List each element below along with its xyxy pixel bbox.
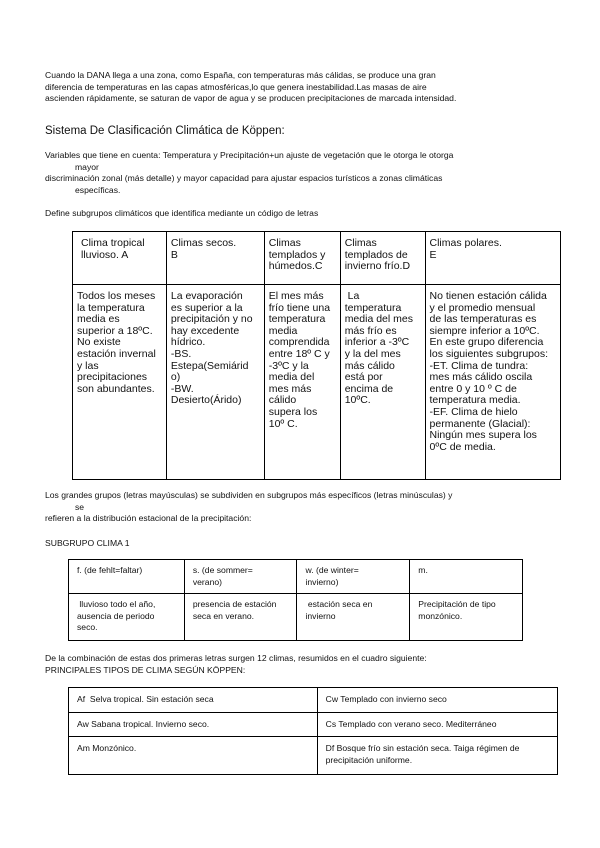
subgroup-header-s [184, 560, 297, 594]
type-cell-df [317, 737, 557, 775]
cell-line: Am Monzónico. [77, 743, 137, 753]
cell-line: supera los [268, 405, 318, 418]
cell-line: inferior a -3ºC [344, 336, 410, 349]
cell-line: frío tiene una [268, 301, 331, 314]
cell-line: 0ºC de media. [429, 440, 496, 453]
header-line: templados de [344, 248, 408, 261]
climate-types-table [68, 687, 558, 775]
body-cell-cold [340, 285, 425, 480]
intro-line: Cuando la DANA llega a una zona, como España, con temperaturas más cálidas, se produce una gran [45, 70, 436, 80]
subgroup-title: SUBGRUPO CLIMA 1 [45, 538, 130, 548]
cell-line: temperatura [268, 313, 326, 326]
cell-line: Cw Templado con invierno seco [325, 694, 447, 704]
cell-line: s. (de sommer= [192, 565, 253, 575]
cell-line: de las temperaturas es [429, 313, 537, 326]
cell-line: encima de [344, 382, 394, 395]
subgroup-header-m [410, 560, 523, 594]
type-cell-cs [317, 712, 557, 737]
header-cell-dry [166, 232, 264, 285]
subgroup-cell-f [69, 594, 185, 641]
cell-line: hay excedente [170, 324, 240, 337]
variables-line: Variables que tiene en cuenta: Temperatura y Precipitación+un ajuste de vegetación que le otorga le otorga [45, 150, 454, 160]
types-row [69, 688, 558, 713]
subgroup-header-w [297, 560, 410, 594]
header-line: Climas [344, 237, 377, 249]
cell-line: siempre inferior a 10ºC. [429, 324, 540, 337]
combination-paragraph [45, 653, 585, 676]
cell-line: entre 18º C y [268, 347, 330, 360]
cell-line: invierno) [305, 576, 339, 587]
cell-line: precipitación y no [170, 313, 253, 326]
cell-line: -EF. Clima de hielo [429, 405, 518, 418]
header-line: E [429, 248, 437, 261]
cell-line: mes más [268, 382, 312, 395]
header-line: Clima tropical [81, 237, 145, 249]
cell-line: m. [418, 565, 428, 575]
cell-line: verano) [192, 576, 222, 587]
cell-line: hídrico. [170, 336, 206, 349]
variables-paragraph [45, 150, 585, 196]
header-line: Climas [268, 237, 301, 249]
body-cell-dry [166, 285, 264, 480]
cell-line: precipitación uniforme. [325, 754, 413, 765]
body-cell-tropical [73, 285, 167, 480]
cell-line: y la del mes [344, 347, 401, 360]
define-line: Define subgrupos climáticos que identifica mediante un código de letras [45, 208, 319, 218]
variables-line: discriminación zonal (más detalle) y mayor capacidad para ajustar espacios turísticos a zonas climáticas [45, 173, 443, 183]
cell-line: mes más cálido oscila [429, 371, 533, 384]
cell-line: Ningún mes supera los [429, 429, 537, 442]
cell-line: En este grupo diferencia [429, 336, 544, 349]
climate-classification-table [72, 231, 561, 480]
cell-line: media [268, 324, 298, 337]
groups-line: Los grandes grupos (letras mayúsculas) se subdividen en subgrupos más específicos (letras minúsculas) y [45, 490, 453, 500]
type-cell-aw [69, 712, 318, 737]
cell-line: ausencia de periodo [77, 610, 155, 621]
subgroup-cell-s [184, 594, 297, 641]
types-row [69, 737, 558, 775]
groups-paragraph [45, 490, 585, 525]
cell-line: La evaporación [170, 290, 243, 302]
cell-line: Precipitación de tipo [418, 599, 496, 609]
cell-line: está por [344, 371, 383, 384]
body-cell-temperate [264, 285, 340, 480]
cell-line: media del [268, 371, 315, 384]
cell-line: Af Selva tropical. Sin estación seca [77, 694, 214, 704]
climate-table-header-row [73, 232, 561, 285]
groups-line: se [75, 501, 85, 512]
header-line: invierno frío.D [344, 260, 411, 273]
cell-line: y el promedio mensual [429, 301, 536, 314]
cell-line: Cs Templado con verano seco. Mediterráneo [325, 718, 497, 729]
cell-line: superior a 18ºC. [77, 324, 153, 337]
subgroup-body-row [69, 594, 523, 641]
type-cell-am [69, 737, 318, 775]
subgroup-cell-m [410, 594, 523, 641]
cell-line: precipitaciones [77, 371, 148, 384]
cell-line: temperatura [344, 301, 402, 314]
header-line: lluvioso. A [81, 248, 129, 261]
groups-line: refieren a la distribución estacional de la precipitación: [45, 513, 252, 523]
types-row [69, 712, 558, 737]
cell-line: permanente (Glacial): [429, 417, 531, 430]
cell-line: media del mes [344, 313, 413, 326]
combination-line: De la combinación de estas dos primeras letras surgen 12 climas, resumidos en el cuadro siguiente: [45, 653, 427, 663]
subgroup-cell-w [297, 594, 410, 641]
cell-line: más frío es [344, 324, 397, 337]
cell-line: y las [77, 359, 99, 372]
cell-line: lluvioso todo el año, [77, 599, 156, 609]
cell-line: -3ºC y la [268, 359, 309, 372]
subgroup-table [68, 559, 523, 641]
header-cell-tropical [73, 232, 167, 285]
subgroup-header-f [69, 560, 185, 594]
cell-line: 10º C. [268, 417, 298, 430]
cell-line: Desierto(Árido) [170, 394, 242, 407]
intro-line: diferencia de temperaturas en las capas atmosféricas,lo que genera inestabilidad.Las masas de aire [45, 81, 427, 92]
subgroup-header-row [69, 560, 523, 594]
cell-line: 10ºC. [344, 394, 371, 407]
header-line: húmedos.C [268, 260, 323, 273]
header-cell-polar [425, 232, 560, 285]
cell-line: monzónico. [418, 610, 463, 621]
cell-line: La [344, 290, 360, 302]
cell-line: Estepa(Semiárid [170, 359, 249, 372]
variables-line: mayor [75, 161, 99, 172]
cell-line: estación invernal [77, 347, 156, 360]
cell-line: o) [170, 371, 181, 384]
header-line: Climas polares. [429, 237, 502, 249]
intro-line: ascienden rápidamente, se saturan de vapor de agua y se producen precipitaciones de marcada intensidad. [45, 93, 457, 103]
cell-line: El mes más [268, 290, 324, 302]
variables-line: específicas. [75, 184, 121, 195]
cell-line: más cálido [344, 359, 395, 372]
cell-line: son abundantes. [77, 382, 155, 395]
cell-line: Df Bosque frío sin estación seca. Taiga régimen de [325, 743, 520, 753]
section-title: Sistema De Clasificación Climática de Köppen: [45, 125, 285, 137]
cell-line: Todos los meses [77, 290, 156, 302]
cell-line: presencia de estación [192, 599, 277, 609]
cell-line: Aw Sabana tropical. Invierno seco. [77, 718, 210, 729]
cell-line: seca en verano. [192, 610, 255, 621]
cell-line: media es [77, 313, 120, 326]
cell-line: invierno [305, 610, 336, 621]
cell-line: f. (de fehlt=faltar) [77, 565, 143, 575]
header-line: B [170, 248, 178, 261]
cell-line: entre 0 y 10 º C de [429, 382, 517, 395]
header-line: Climas secos. [170, 237, 237, 249]
header-line: templados y [268, 248, 326, 261]
cell-line: la temperatura [77, 301, 145, 314]
cell-line: temperatura media. [429, 394, 521, 407]
type-cell-af [69, 688, 318, 713]
intro-paragraph [45, 70, 585, 105]
cell-line: comprendida [268, 336, 330, 349]
main-types-title: PRINCIPALES TIPOS DE CLIMA SEGÚN KÖPPEN: [45, 664, 246, 675]
body-cell-polar [425, 285, 560, 480]
type-cell-cw [317, 688, 557, 713]
cell-line: -BS. [170, 347, 192, 360]
cell-line: es superior a la [170, 301, 243, 314]
cell-line: No existe [77, 336, 121, 349]
cell-line: seco. [77, 622, 98, 632]
header-cell-temperate [264, 232, 340, 285]
cell-line: cálido [268, 394, 297, 407]
cell-line: estación seca en [305, 599, 373, 609]
cell-line: -ET. Clima de tundra: [429, 359, 529, 372]
cell-line: -BW. [170, 382, 194, 395]
cell-line: w. (de winter= [305, 565, 359, 575]
cell-line: No tienen estación cálida [429, 290, 547, 302]
climate-table-body-row [73, 285, 561, 480]
header-cell-cold [340, 232, 425, 285]
cell-line: los siguientes subgrupos: [429, 347, 549, 360]
